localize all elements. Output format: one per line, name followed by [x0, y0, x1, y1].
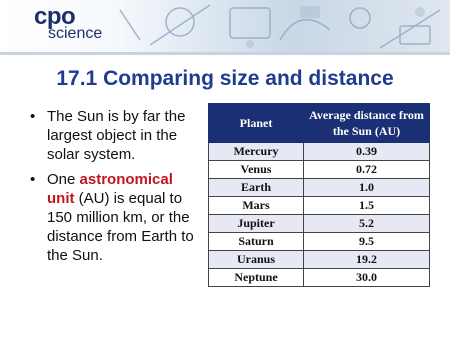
column-header-planet: Planet: [209, 104, 304, 143]
planet-distance-table: [208, 103, 430, 287]
table-row: [209, 143, 430, 161]
bullet-text: The Sun is by far the largest object in the solar system.: [47, 108, 186, 163]
header-divider: [0, 52, 450, 55]
bullet-item: [30, 170, 202, 265]
distance-cell: 19.2: [304, 251, 430, 269]
table-row: [209, 251, 430, 269]
header-banner: [0, 0, 450, 52]
logo-science-text: science: [48, 25, 103, 42]
bullet-text-after: (AU) is equal to 150 million km, or the distance from Earth to the Sun.: [47, 190, 194, 264]
bullet-dot-icon: •: [30, 108, 36, 125]
planet-name-cell: Venus: [209, 161, 304, 179]
logo-cpo-text: cpo: [34, 3, 76, 30]
bullet-text-before: One: [47, 171, 80, 188]
distance-cell: 9.5: [304, 233, 430, 251]
distance-cell: 0.39: [304, 143, 430, 161]
table-row: [209, 179, 430, 197]
planet-name-cell: Earth: [209, 179, 304, 197]
planet-name-cell: Uranus: [209, 251, 304, 269]
bullet-dot-icon: •: [30, 171, 36, 188]
highlight-term: astronomical unit: [47, 171, 173, 207]
planet-name-cell: Neptune: [209, 269, 304, 287]
distance-cell: 30.0: [304, 269, 430, 287]
table-header-row: [209, 104, 430, 143]
distance-cell: 1.5: [304, 197, 430, 215]
distance-cell: 0.72: [304, 161, 430, 179]
table-row: [209, 269, 430, 287]
table-row: [209, 215, 430, 233]
slide-title: 17.1 Comparing size and distance: [56, 67, 394, 90]
planet-name-cell: Jupiter: [209, 215, 304, 233]
column-header-distance: Average distance from the Sun (AU): [304, 104, 430, 143]
table-row: [209, 233, 430, 251]
table-row: [209, 197, 430, 215]
table-row: [209, 161, 430, 179]
planet-name-cell: Mercury: [209, 143, 304, 161]
distance-cell: 1.0: [304, 179, 430, 197]
planet-name-cell: Mars: [209, 197, 304, 215]
bullet-list: [30, 107, 202, 271]
distance-cell: 5.2: [304, 215, 430, 233]
planet-name-cell: Saturn: [209, 233, 304, 251]
bullet-item: [30, 107, 202, 164]
